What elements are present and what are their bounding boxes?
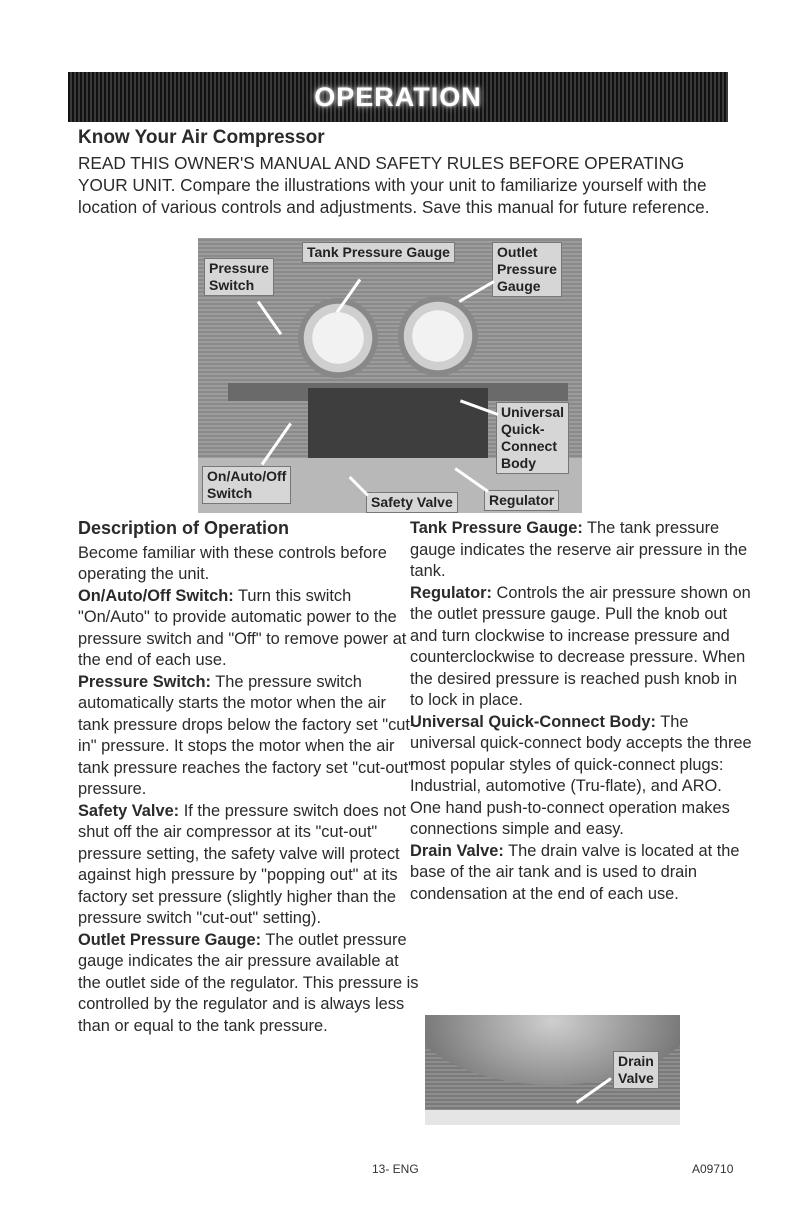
desc-text: The universal quick-connect body accepts the three most popular styles of quick-connect plugs: Industrial, automotive (Tru-flate), and ARO. One hand push-to-connect operation makes connections simple and easy. [410,712,752,838]
desc-item-drain-valve [410,841,755,906]
desc-item-safety-valve [78,801,420,930]
label-line: On/Auto/Off [207,468,287,484]
label-line: Switch [207,485,253,501]
desc-text: The outlet pressure gauge indicates the air pressure available at the outlet side of the regulator. This pressure is controlled by the regulator and is always less than or equal to the tank pressure. [78,930,419,1035]
desc-term: Regulator: [410,583,492,602]
label-line: Connect [501,438,557,454]
label-line: Regulator [489,492,555,508]
desc-term: On/Auto/Off Switch: [78,586,234,605]
compressor-controls-photo [198,238,582,513]
description-column-left [78,518,420,1037]
desc-item-regulator [410,583,755,712]
label-line: Pressure [209,260,269,276]
drain-valve-photo [425,1015,680,1125]
label-line: Tank Pressure Gauge [307,244,450,260]
label-line: Safety Valve [371,494,453,510]
description-heading: Description of Operation [78,518,290,538]
label-pressure-switch [204,258,274,296]
desc-text: If the pressure switch does not shut off the air compressor at its "cut-out" pressure setting, the safety valve will protect against high pressure by "popping out" at its factory set pressure (slightly higher than the pressure switch "cut-out" setting). [78,801,407,927]
label-line: Valve [618,1070,654,1086]
section-heading-know-compressor: Know Your Air Compressor [78,127,325,148]
page-number: 13- ENG [372,1162,419,1176]
label-drain-valve [613,1051,659,1089]
label-line: Outlet [497,244,538,260]
desc-term: Universal Quick-Connect Body: [410,712,656,731]
label-outlet-pressure-gauge [492,242,562,297]
label-universal-quick-connect [496,402,569,474]
label-line: Switch [209,277,255,293]
label-line: Pressure [497,261,557,277]
desc-item-tank-gauge [410,518,755,583]
label-safety-valve [366,492,458,513]
desc-term: Tank Pressure Gauge: [410,519,583,537]
intro-paragraph: READ THIS OWNER'S MANUAL AND SAFETY RULES BEFORE OPERATING YOUR UNIT. Compare the illustrations with your unit to familiarize yourself with the location of various controls and adjustments. Save this manual for future reference. [78,153,710,217]
desc-item-outlet-gauge [78,930,420,1038]
label-tank-pressure-gauge [302,242,455,263]
desc-text: Turn this switch "On/Auto" to provide automatic power to the pressure switch and "Off" to remove power at the end of each use. [78,586,407,669]
desc-item-on-auto-off [78,586,420,672]
desc-item-pressure-switch [78,672,420,801]
description-column-right [410,518,755,905]
desc-text: The pressure switch automatically starts the motor when the air tank pressure drops below the factory set "cut-in" pressure. It stops the motor when the air tank pressure reaches the factory set "cut-out" pressure. [78,672,416,798]
desc-term: Pressure Switch: [78,672,211,691]
desc-term: Drain Valve: [410,841,504,860]
label-line: Drain [618,1053,654,1069]
label-line: Body [501,455,536,471]
description-lead: Become familiar with these controls before operating the unit. [78,543,387,583]
operation-banner [68,72,728,122]
document-code: A09710 [692,1162,734,1176]
desc-item-quick-connect [410,712,755,841]
label-line: Quick- [501,421,545,437]
desc-text: The drain valve is located at the base of the air tank and is used to drain condensation at the end of each use. [410,841,740,903]
photo-floor [425,1110,680,1125]
desc-term: Safety Valve: [78,801,180,820]
outlet-gauge-dial [398,296,478,376]
desc-term: Outlet Pressure Gauge: [78,930,262,949]
arrow-pressure-switch [257,301,282,335]
label-on-auto-off-switch [202,466,291,504]
desc-text: Controls the air pressure shown on the outlet pressure gauge. Pull the knob out and turn clockwise to increase pressure and counterclockwise to decrease pressure. When the desired pressure is reached push knob in to lock in place. [410,583,751,709]
label-line: Universal [501,404,565,420]
desc-text: The tank pressure gauge indicates the reserve air pressure in the tank. [410,519,748,580]
label-regulator [484,490,559,511]
arrow-outlet-gauge [459,280,495,303]
banner-title: OPERATION [314,81,482,112]
label-line: Gauge [497,278,541,294]
